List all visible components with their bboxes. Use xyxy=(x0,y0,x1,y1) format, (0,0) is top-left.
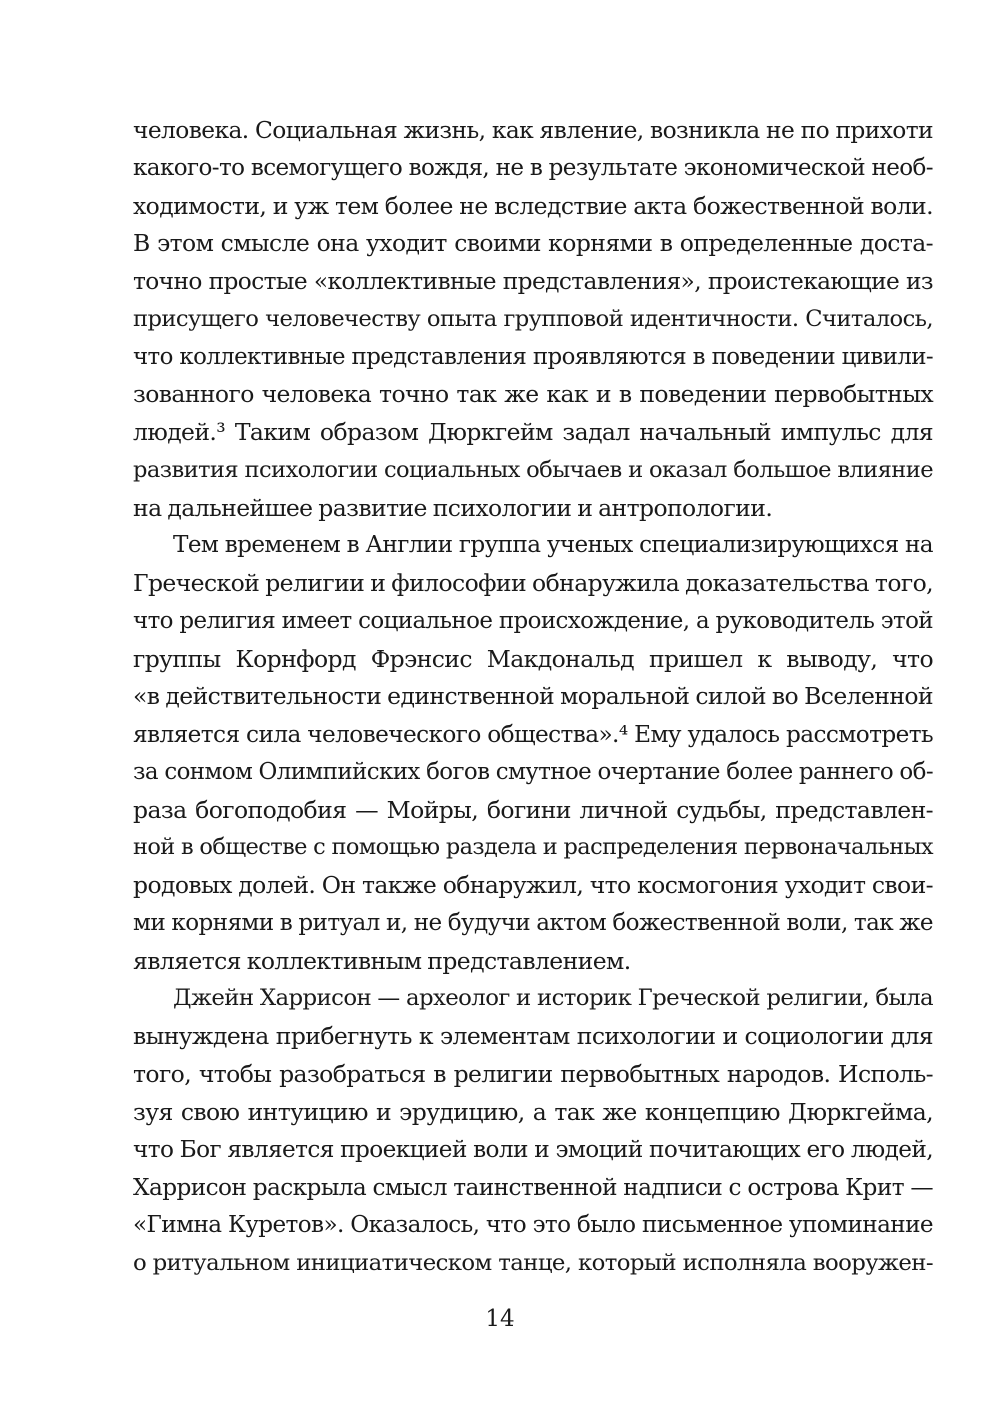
text-line: В этом смысле она уходит своими корнями в определенные доста- xyxy=(133,229,933,258)
text-line: людей.³ Таким образом Дюркгейм задал начальный импульс для xyxy=(133,418,933,446)
text-line: развития психологии социальных обычаев и оказал большое влияние xyxy=(133,456,933,483)
text-line: что религия имеет социальное происхождение, а руководитель этой xyxy=(133,607,933,634)
text-line: вынуждена прибегнуть к элементам психологии и социологии для xyxy=(133,1022,933,1050)
text-line: того, чтобы разобраться в религии первобытных народов. Исполь- xyxy=(133,1059,933,1088)
text-line: на дальнейшее развитие психологии и антропологии. xyxy=(133,493,773,522)
text-line: за сонмом Олимпийских богов смутное очертание более раннего об- xyxy=(133,758,933,785)
text-line: группы Корнфорд Фрэнсис Макдональд пришел к выводу, что xyxy=(133,644,933,673)
text-line: Греческой религии и философии обнаружила доказательства того, xyxy=(133,569,933,597)
page-number: 14 xyxy=(485,1306,515,1332)
text-line: что Бог является проекцией воли и эмоций почитающих его людей, xyxy=(133,1136,933,1164)
text-line: ми корнями в ритуал и, не будучи актом божественной воли, так же xyxy=(133,909,933,936)
paragraph xyxy=(133,527,933,980)
paragraph xyxy=(133,980,933,1282)
text-line: точно простые «коллективные представления», проистекающие из xyxy=(133,268,933,295)
text-line: зуя свою интуицию и эрудицию, а так же концепцию Дюркгейма, xyxy=(133,1097,933,1126)
text-line: ходимости, и уж тем более не вследствие акта божественной воли. xyxy=(133,191,933,220)
text-line: какого-то всемогущего вождя, не в результате экономической необ- xyxy=(133,154,933,181)
text-line: «в действительности единственной моральной силой во Вселенной xyxy=(133,682,933,711)
text-line: ной в обществе с помощью раздела и распределения первоначальных xyxy=(133,834,933,861)
body-text xyxy=(133,112,933,1282)
text-line: человека. Социальная жизнь, как явление, возникла не по прихоти xyxy=(133,116,933,144)
text-line: зованного человека точно так же как и в поведении первобытных xyxy=(133,380,933,409)
paragraph xyxy=(133,112,933,527)
text-line: является сила человеческого общества».⁴ Ему удалось рассмотреть xyxy=(133,721,933,748)
text-line: о ритуальном инициатическом танце, который исполняла вооружен- xyxy=(133,1249,933,1276)
text-line: Харрисон раскрыла смысл таинственной надписи с острова Крит — xyxy=(133,1174,933,1201)
text-line: родовых долей. Он также обнаружил, что космогония уходит свои- xyxy=(133,871,933,899)
text-line: присущего человечеству опыта групповой идентичности. Считалось, xyxy=(133,305,933,332)
text-line: Тем временем в Англии группа ученых специализирующихся на xyxy=(173,532,933,559)
text-line: является коллективным представлением. xyxy=(133,946,631,975)
text-line: Джейн Харрисон — археолог и историк Греческой религии, была xyxy=(173,985,933,1012)
text-line: что коллективные представления проявляются в поведении цивили- xyxy=(133,343,933,370)
text-line: раза богоподобия — Мойры, богини личной судьбы, представлен- xyxy=(133,795,933,824)
text-line: «Гимна Куретов». Оказалось, что это было письменное упоминание xyxy=(133,1211,933,1238)
